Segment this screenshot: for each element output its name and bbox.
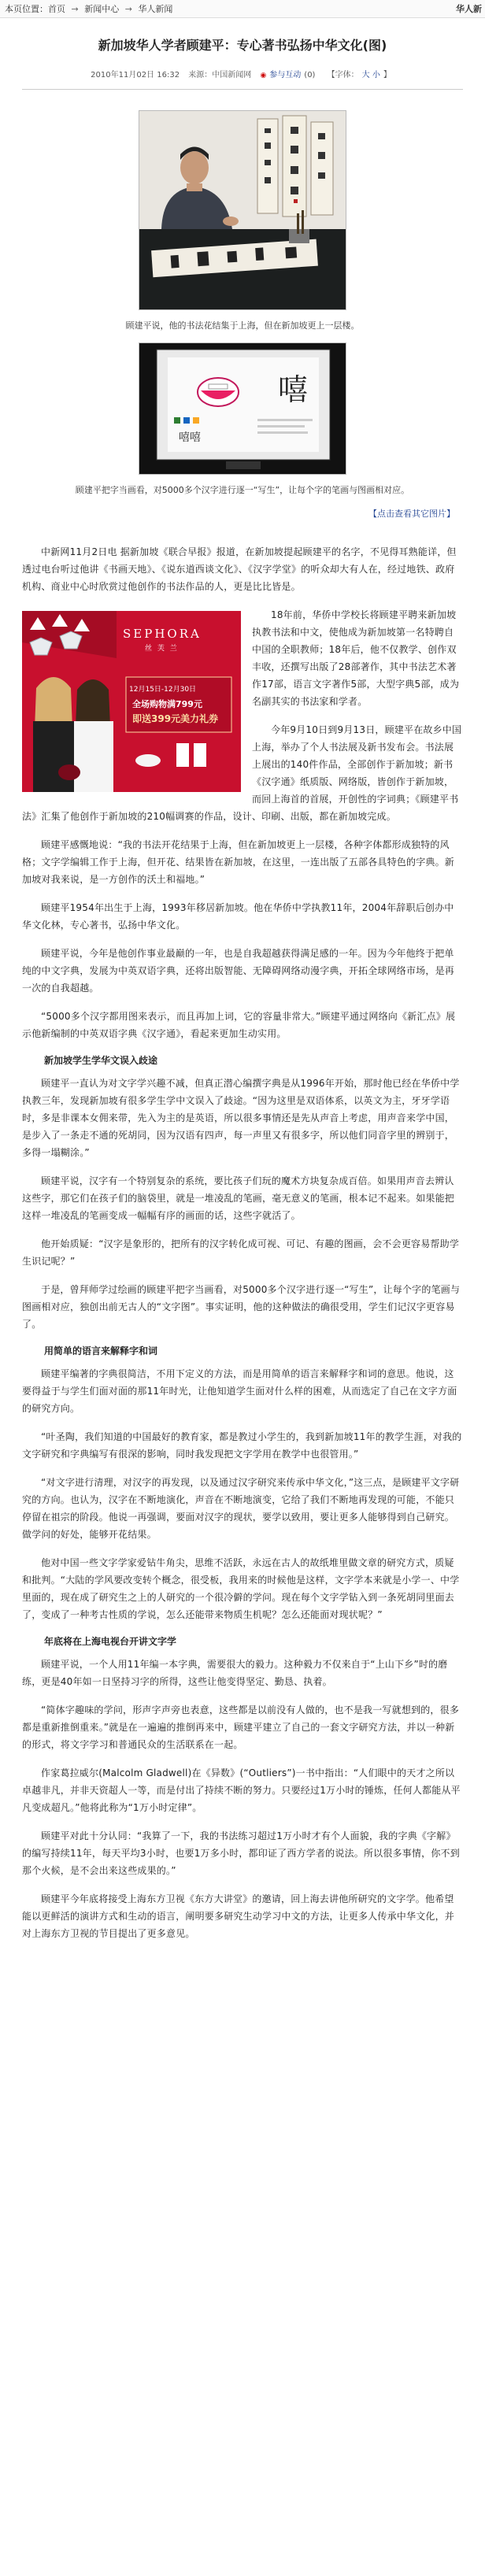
comment-icon: ◉ [260, 72, 267, 80]
ad-brand: SEPHORA [123, 627, 202, 641]
article-container [22, 35, 463, 1985]
photo-block-2 [22, 342, 463, 477]
paragraph: 中新网11月2日电 据新加坡《联合早报》报道，在新加坡提起顾建平的名字，不见得耳熟能详，但透过电台听过他讲《书画天地》、《说东道西谈文化》、《汉字学堂》的听众却大有人在，经过地铁、政府机构、商业中心时欣赏过他创作的书法作品的人，更是比比皆是。 [22, 546, 457, 592]
article-date: 2010年11月02日 16:32 [91, 71, 180, 80]
article-title: 新加坡华人学者顾建平：专心著书弘扬中华文化(图) [98, 38, 387, 53]
section-heading: 年底将在上海电视台开讲文字学 [44, 1636, 177, 1647]
ad-brand-cn: 丝 芙 兰 [145, 645, 179, 653]
photo-caption-2: 顾建平把字当画看，对5000多个汉字进行逐一“写生”，让每个字的笔画与图画相对应。 [75, 485, 410, 495]
site-brand: 华人新 [456, 4, 482, 14]
paragraph: 今年9月10日到9月13日，顾建平在故乡中国上海，举办了个人书法展及新书发布会。书法展上展出的140件作品，全部创作于新加坡；新书《汉字通》纸质版、网络版，皆创作于新加坡，而回上海首的首展，开创性的字词典；《顾建平书法》汇集了他创作于新加坡的210幅调赛的作品，设计、印刷、出版，都在新加坡完成。 [22, 724, 462, 822]
paragraph: “对文字进行清理，对汉字的再发现，以及通过汉字研究来传承中华文化，”这三点，是顾建平文字研究的方向。也认为，汉字在不断地演化，声音在不断地演变，它给了我们不断地再发现的可能，不能只停留在祖宗的阶段。他说一再强调，要面对汉字的现状，要学以致用，要让更多人能够得到自己研究。做学问的好处，能够开花结果。 [22, 1477, 460, 1540]
paragraph: 于是，曾拜师学过绘画的顾建平把字当画看，对5000多个汉字进行逐一“写生”，让每个字的笔画与图画相对应，独创出前无古人的“文字图”。事实证明，他的这种做法的确很受用，学生们记汉字更容易了。 [22, 1284, 461, 1330]
calligraphy-scene-image [139, 111, 346, 309]
ad-gift-line: 即送399元美力礼券 [132, 713, 219, 724]
article-source: 来源：中国新闻网 [188, 71, 252, 80]
screen-char-right: 嘻 [278, 372, 309, 407]
paragraph: 18年前，华侨中学校长将顾建平聘来新加坡执教书法和中文，使他成为新加坡第一名特聘自中国的全职教师；18年后，他不仅教学、创作双丰收，还撰写出版了28部著作，其中书法艺术著作17部，语言文字著作5部，大型字典5部，成为名副其实的书法家和学者。 [252, 609, 460, 707]
paragraph: 顾建平今年底将接受上海东方卫视《东方大讲堂》的邀请，回上海去讲他所研究的文字学。他希望能以更鲜活的演讲方式和生动的语言，阐明要多研究生动学习中文的方法，让更多人传承中华文化，并对上海东方卫视的节目提出了更多意见。 [22, 1893, 455, 1939]
paragraph: “叶圣陶，我们知道的中国最好的教育家，都是教过小学生的，我到新加坡11年的教学生涯，对我的文字研究和字典编写有很深的影响，同时我发现把文字学用在教学中也很管用。” [22, 1431, 462, 1460]
paragraph: 顾建平说，一个人用11年编一本字典，需要很大的毅力。这种毅力不仅来自于“上山下乡”时的磨练，更是40年如一日坚持习字的所得，这些让他变得坚定、勤恳、执着。 [22, 1659, 448, 1687]
paragraph: 顾建平1954年出生于上海，1993年移居新加坡。他在华侨中学执教11年，2004年辞职后创办中华文化林，专心著书，弘扬中华文化。 [22, 902, 454, 931]
paragraph: 顾建平一直认为对文字学兴趣不减，但真正潜心编撰字典是从1996年开始，那时他已经在华侨中学执教三年，发现新加坡有很多学生学中文误入了歧途。“因为这里是双语体系，以英文为主，牙牙学语时，多是非课本女佣来带，先入为主的是英语，所以很多事情还是先从声音上考虑，用声音来学中国，是步入了一条走不通的死胡同，因为汉语有四声，每一声里又有很多字，所以他们同音字里的辨别于，多得一塌糊涂。” [22, 1078, 460, 1158]
font-small-link[interactable]: 小 [372, 71, 380, 80]
footer-spacer [22, 1953, 463, 1985]
paragraph: 顾建平编著的字典很简洁，不用下定义的方法，而是用简单的语言来解释字和词的意思。他说，这要得益于与学生们面对面的那11年时光，让他知道学生面对什么样的困难，从而选定了自己在文字方面的研究方向。 [22, 1368, 457, 1414]
paragraph: 顾建平感慨地说：“我的书法开花结果于上海，但在新加坡更上一层楼，各种字体都形成独特的风格；文字学编辑工作于上海，但开花、结果皆在新加坡，在这里，一连出版了五部各具特色的字典。新加坡对我来说，是一方创作的沃土和福地。” [22, 839, 455, 885]
paragraph: 顾建平对此十分认同：“我算了一下，我的书法练习超过1万小时才有个人面貌，我的字典《字解》的编写持续11年，每天平均3小时，也要1万多小时，都印证了西方学者的说法。所以很多事情，你不到那个火候，是不会出来这些成果的。” [22, 1830, 460, 1876]
font-large-link[interactable]: 大 [361, 71, 370, 80]
breadcrumb-separator: → [124, 4, 132, 14]
breadcrumb-bar [0, 0, 485, 18]
paragraph: “简体字趣味的学问，形声字声旁也表意，这些都是以前没有人做的，也不是我一写就想到的，很多都是重新推倒重来。”就是在一遍遍的推倒再来中，顾建平建立了自己的一套文字研究方法，并以一种新的形式，将文字学习和普通民众的生活联系在一起。 [22, 1704, 460, 1750]
ad-date-range: 12月15日-12月30日 [129, 686, 197, 694]
monitor-scene-image [139, 343, 346, 474]
paragraph: 他对中国一些文字学家爱钻牛角尖，思维不活跃，永远在古人的故纸堆里做文章的研究方式，质疑和批判。“大陆的学风要改变转个概念，很受板，我用来的时候他是这样，文字学本来就是小学一、中学里面的，现在成了研究生之上的人研究的一个很冷僻的学问。现在每个文字学钻入到一条死胡同里面去了，变成了一种考古性质的学说，怎么还能带来物质生机呢？怎么还能面对现状呢？” [22, 1557, 460, 1620]
section-heading: 用简单的语言来解释字和词 [44, 1345, 158, 1356]
divider [22, 89, 463, 90]
breadcrumb-separator: → [71, 4, 79, 14]
paragraph: 顾建平说，今年是他创作事业最巅的一年，也是自我超越获得满足感的一年。因为今年他终于把单纯的中文字典，发展为中英双语字典，还将出版智能、无障碍网络动漫字典，开拓全球网络市场，是再一次的自我超越。 [22, 948, 455, 994]
section-heading: 新加坡学生学华文误入歧途 [44, 1055, 158, 1066]
breadcrumb-home-link[interactable]: 首页 [48, 4, 65, 14]
paragraph: 顾建平说，汉字有一个特别复杂的系统，要比孩子们玩的魔术方块复杂成百倍。如果用声音去辨认这些字，那它们在孩子们的脑袋里，就是一堆凌乱的笔画，毫无意义的笔画，根本记不起来。如果能把这样一堆凌乱的笔画变成一幅幅有序的画面的话，这些字就活了。 [22, 1175, 455, 1221]
dictionary-screen-photo[interactable] [139, 342, 346, 475]
comment-count: (0) [304, 71, 316, 80]
breadcrumb-news-center-link[interactable]: 新闻中心 [84, 4, 120, 14]
paragraph: 作家葛拉威尔(Malcolm Gladwell)在《异数》(“Outliers”)一书中指出：“人们眼中的天才之所以卓越非凡，并非天资超人一等，而是付出了持续不断的努力。只要经过1万小时的锤炼，任何人都能从平凡变成超凡。”他将此称为“1万小时定律”。 [22, 1767, 461, 1813]
more-photos-link[interactable]: 【点击查看其它图片】 [368, 509, 455, 519]
calligraphy-photo[interactable] [139, 110, 346, 310]
screen-char-left: 嘻嘻 [179, 431, 201, 444]
photo-block-1 [22, 110, 463, 313]
breadcrumb [48, 2, 172, 15]
sephora-ad-banner[interactable] [22, 611, 241, 792]
breadcrumb-label: 本页位置： [5, 4, 48, 14]
paragraph: 他开始质疑：“汉字是象形的，把所有的汉字转化成可视、可记、有趣的图画，会不会更容易帮助学生识记呢？” [22, 1238, 460, 1267]
photo-caption-1: 顾建平说，他的书法花结集于上海，但在新加坡更上一层楼。 [125, 320, 360, 331]
comment-link[interactable]: 参与互动 [269, 71, 302, 80]
font-size-label-end: 】 [383, 71, 391, 80]
ad-promo-line: 全场购物满799元 [132, 699, 202, 709]
paragraph: “5000多个汉字都用图来表示，而且再加上词，它的容量非常大。”顾建平通过网络向《新汇点》展示他新编制的中英双语字典《汉字通》，看起来更加生动实用。 [22, 1011, 456, 1039]
breadcrumb-chinese-news-link[interactable]: 华人新闻 [138, 4, 173, 14]
font-size-label: 【字体： [327, 71, 359, 80]
more-photos-link-row [22, 507, 455, 520]
article-meta [22, 68, 463, 80]
